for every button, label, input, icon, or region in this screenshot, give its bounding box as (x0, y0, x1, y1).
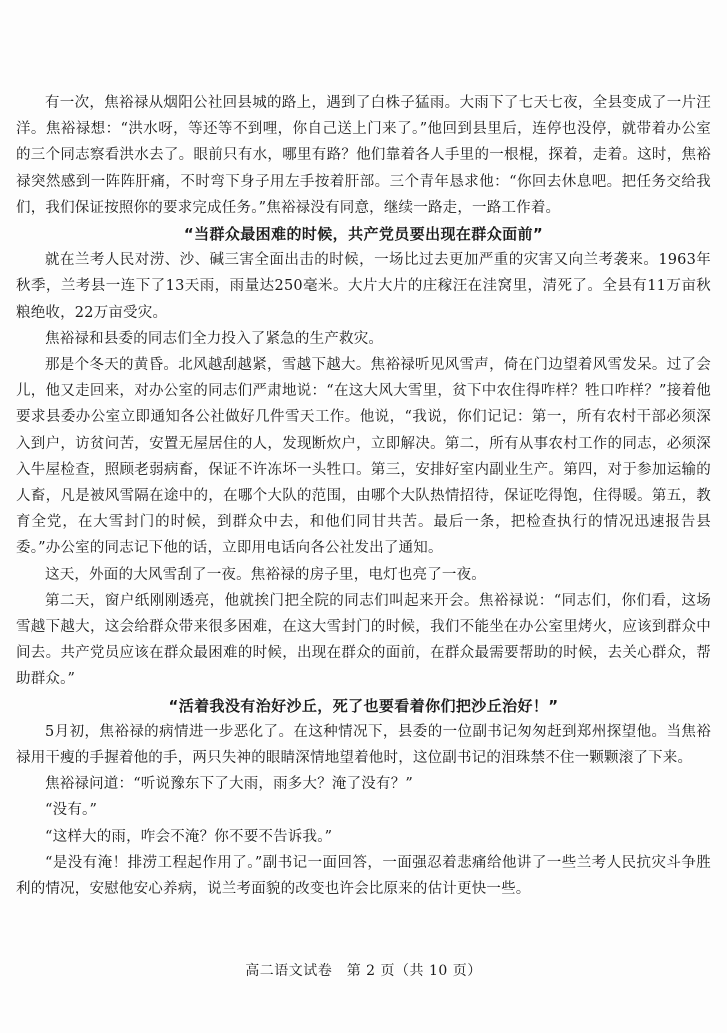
paragraph-flood: 有一次，焦裕禄从烟阳公社回县城的路上，遇到了白株子猛雨。大雨下了七天七夜，全县变成了一片汪洋。焦裕禄想：“洪水呀，等还等不到哩，你自己送上门来了。”他回到县里后，连停也没停，就带着办公室的三个同志察看洪水去了。眼前只有水，哪里有路？他们靠着各人手里的一根棍，探着，走着。这时，焦裕禄突然感到一阵阵肝痛，不时弯下身子用左手按着肝部。三个青年恳求他：“你回去休息吧。把任务交给我们，我们保证按照你的要求完成任务。”焦裕禄没有同意，继续一路走，一路工作着。 (16, 95, 711, 216)
paragraph-doubt: “这样大的雨，咋会不淹？你不要不告诉我。” (45, 828, 333, 845)
paragraph-relief: 焦裕禄和县委的同志们全力投入了紧急的生产救灾。 (45, 330, 384, 347)
paragraph-question: 焦裕禄问道：“听说豫东下了大雨，雨多大？淹了没有？” (45, 776, 414, 793)
paragraph-next-day: 第二天，窗户纸刚刚透亮，他就挨门把全院的同志们叫起来开会。焦裕禄说：“同志们，你们看，这场雪越下越大，这会给群众带来很多困难，在这大雪封门的时候，我们不能坐在办公室里烤火，应该到群众中间去。共产党员应该在群众最困难的时候，出现在群众的面前，在群众最需要帮助的时候，去关心群众，帮助群众。” (16, 592, 711, 688)
paragraph-winter-evening: 那是个冬天的黄昏。北风越刮越紧，雪越下越大。焦裕禄听见风雪声，倚在门边望着风雪发呆。过了会儿，他又走回来，对办公室的同志们严肃地说：“在这大风大雪里，贫下中农住得咋样？牲口咋样？”接着他要求县委办公室立即通知各公社做好几件雪天工作。他说，“我说，你们记记：第一，所有农村干部必须深入到户，访贫问苦，安置无屋居住的人，发现断炊户，立即解决。第二，所有从事农村工作的同志，必须深入牛屋检查，照顾老弱病畜，保证不许冻坏一头牲口。第三，安排好室内副业生产。第四，对于参加运输的人畜，凡是被风雪隔在途中的，在哪个大队的范围，由哪个大队热情招待，保证吃得饱，住得暖。第五，教育全党，在大雪封门的时候，到群众中去，和他们同甘共苦。最后一条，把检查执行的情况迅速报告县委。”办公室的同志记下他的话，立即用电话向各公社发出了通知。 (16, 357, 711, 557)
page-footer: 高二语文试卷 第 2 页（共 10 页） (245, 963, 482, 979)
section-heading-masses: “当群众最困难的时候，共产党员要出现在群众面前” (183, 225, 544, 244)
page-content (16, 90, 711, 902)
paragraph-disaster: 就在兰考人民对涝、沙、碱三害全面出击的时候，一场比过去更加严重的灾害又向兰考袭来。1963年秋季，兰考县一连下了13天雨，雨量达250毫米。大片大片的庄稼汪在洼窝里，清死了。全县有11万亩秋粮绝收，22万亩受灾。 (16, 252, 711, 321)
paragraph-reply: “是没有淹！排涝工程起作用了。”副书记一面回答，一面强忍着悲痛给他讲了一些兰考人民抗灾斗争胜利的情况，安慰他安心养病，说兰考面貌的改变也许会比原来的估计更快一些。 (16, 854, 711, 898)
paragraph-illness: 5月初，焦裕禄的病情进一步恶化了。在这种情况下，县委的一位副书记匆匆赶到郑州探望他。当焦裕禄用干瘦的手握着他的手，两只失神的眼睛深情地望着他时，这位副书记的泪珠禁不住一颗颗滚了下来。 (16, 723, 711, 767)
paragraph-snow-night: 这天，外面的大风雪刮了一夜。焦裕禄的房子里，电灯也亮了一夜。 (45, 566, 486, 583)
paragraph-answer-no: “没有。” (45, 802, 98, 819)
section-heading-sand-dunes: “活着我没有治好沙丘，死了也要看着你们把沙丘治好！” (168, 696, 559, 715)
